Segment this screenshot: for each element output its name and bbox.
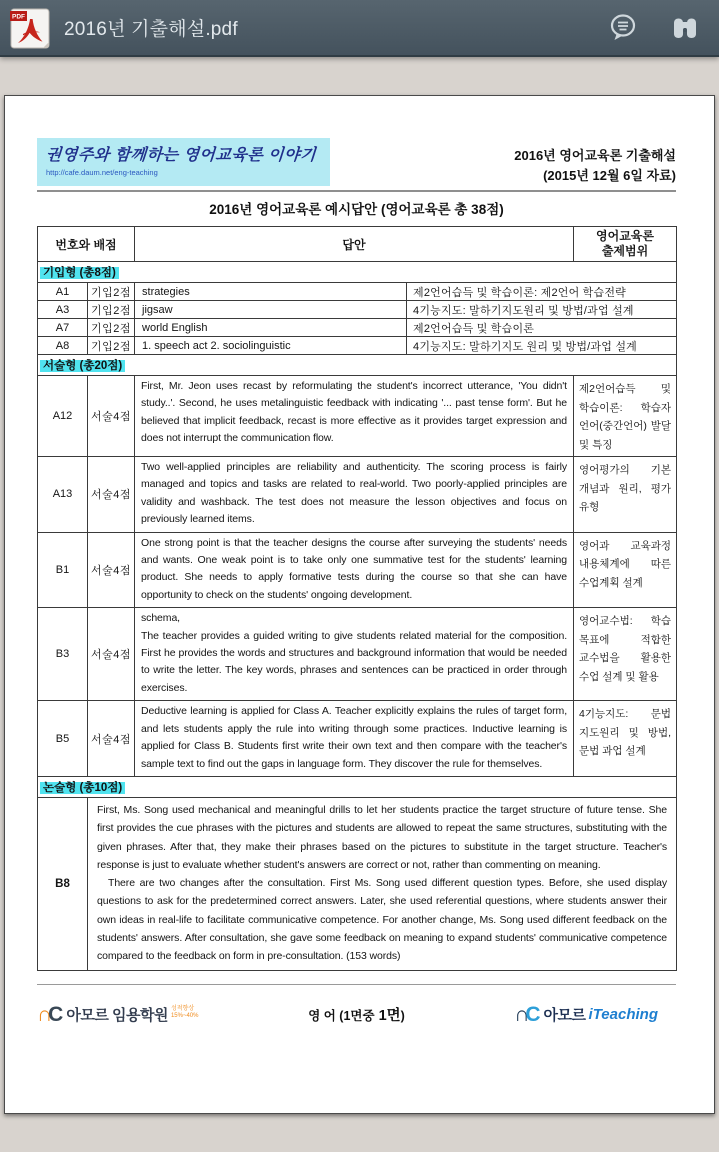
iteaching-brand-label: iTeaching	[588, 1006, 658, 1024]
col-header-answer: 답안	[135, 227, 574, 262]
item-scope: 제2언어습득 및 학습이론: 제2언어 학습전략	[407, 283, 677, 301]
item-answer	[88, 797, 677, 970]
page-footer	[37, 984, 676, 1036]
item-number: A12	[38, 376, 88, 457]
footer-divider	[37, 984, 676, 985]
long-answer-paragraph-1: First, Ms. Song used mechanical and meaningful drills to let her students practice the target structure of future tense. She first provides the cue phrases with the pictures and students are allowed to repeat the same structures, substituting with the given phrases. After that, they make their phrases based on the pictures to substitute in the target structure. Teacher's response is just to evaluate whether student's answers are correct or not, rather than commenting on meaning.	[97, 803, 668, 871]
table-row	[38, 337, 677, 355]
item-answer-line1: schema,	[141, 612, 180, 625]
cafe-logo-box	[37, 138, 330, 186]
header-right-note	[514, 146, 676, 186]
item-answer: strategies	[135, 283, 407, 301]
amore-academy-subtext: 성적향상 15%~40%	[170, 1005, 199, 1019]
item-points: 서술4점	[88, 376, 135, 457]
table-row	[38, 608, 677, 701]
item-points: 기입2점	[88, 301, 135, 319]
item-points: 기입2점	[88, 319, 135, 337]
iteaching-label: 아모르	[543, 1007, 586, 1025]
comment-bubble-icon[interactable]	[605, 10, 641, 46]
item-answer: 1. speech act 2. sociolinguistic	[135, 337, 407, 355]
table-row	[38, 319, 677, 337]
item-scope: 영어과 교육과정 내용체계에 따른 수업계획 설계	[574, 532, 677, 608]
section-row-fill	[38, 262, 677, 283]
item-scope: 제2언어습득 및 학습이론	[407, 319, 677, 337]
item-scope: 제2언어습득 및 학습이론: 학습자 언어(중간언어) 발달 및 특징	[574, 376, 677, 457]
item-points: 서술4점	[88, 701, 135, 777]
section-row-essay	[38, 355, 677, 376]
item-answer: Two well-applied principles are reliability and authenticity. The scoring process is fairly managed and topics and tasks are related to real-world. Two poorly-applied principles are validity and washback. The test does not measure the lesson objectives and focus on previously learned items.	[135, 457, 574, 533]
item-answer: One strong point is that the teacher designs the course after surveying the students' needs and wants. One weak point is to take only one summative test for the students' learning product. She needs to apply formative tests during the course so that she can have opportunity to check on the students' ongoing development.	[135, 532, 574, 608]
table-row	[38, 797, 677, 970]
page-title: 2016년 영어교육론 예시답안 (영어교육론 총 38점)	[209, 202, 504, 217]
header-right-line2: (2015년 12월 6일 자료)	[543, 168, 676, 183]
section-label: 논술형 (총10점)	[40, 782, 125, 794]
item-scope: 영어교수법: 학습 목표에 적합한 교수법을 활용한 수업 설계 및 활용	[574, 608, 677, 701]
table-row	[38, 701, 677, 777]
table-header-row	[38, 227, 677, 262]
pdf-page[interactable]	[4, 95, 715, 1114]
item-points: 기입2점	[88, 337, 135, 355]
item-points: 서술4점	[88, 608, 135, 701]
item-number: B8	[38, 797, 88, 970]
answers-table	[37, 226, 677, 971]
long-answer-paragraph-2: There are two changes after the consultation. First Ms. Song used different question types. Before, she used display questions to ask for the predetermined correct answers. Later, she used referential questions, where students answer their own ideas in real-life to facilitate communicative competence. For another change, Ms. Song used different feedback on the students' answers. After consultation, she gave some feedback on meaning to expand students' communicative competence compared to the feedback on form in pre-consultation. (153 words)	[97, 877, 668, 963]
table-row	[38, 283, 677, 301]
search-binoculars-icon[interactable]	[667, 10, 703, 46]
item-scope: 4기능지도: 말하기지도원리 및 방법/과업 설계	[407, 301, 677, 319]
table-row	[38, 532, 677, 608]
item-number: B1	[38, 532, 88, 608]
item-number: B3	[38, 608, 88, 701]
cafe-logo-url: http://cafe.daum.net/eng-teaching	[46, 168, 158, 177]
section-label: 서술형 (총20점)	[40, 360, 125, 372]
pdf-file-icon	[10, 7, 50, 49]
item-answer: jigsaw	[135, 301, 407, 319]
item-scope: 영어평가의 기본 개념과 원리, 평가 유형	[574, 457, 677, 533]
app-bar	[0, 0, 719, 57]
header-divider	[37, 190, 676, 192]
item-answer: world English	[135, 319, 407, 337]
item-number: A13	[38, 457, 88, 533]
amore-academy-label: 아모르 임용학원	[66, 1007, 168, 1025]
header-right-line1: 2016년 영어교육론 기출해설	[514, 148, 676, 163]
item-points: 기입2점	[88, 283, 135, 301]
item-answer: Deductive learning is applied for Class A. Teacher explicitly explains the rules of target form, and lets students apply the rule into writing through some practices. Inductive learning is applied for Class B. Students first write their own text and then compare with the teacher's sample text to find out the gaps in language form. They discover the rule for themselves.	[135, 701, 574, 777]
item-points: 서술4점	[88, 457, 135, 533]
item-number: A8	[38, 337, 88, 355]
appbar-actions	[605, 10, 703, 46]
item-number: A1	[38, 283, 88, 301]
document-title: 2016년 기출해설.pdf	[64, 19, 238, 40]
item-answer: First, Mr. Jeon uses recast by reformulating the student's incorrect utterance, 'You didn't study..'. Second, he uses metalinguistic feedback with indicating '... past tense form'. But he believed that implicit feedback, recast is more effective as it provides target expression and does not interrupt the communication flow.	[135, 376, 574, 457]
document-header	[37, 138, 676, 186]
item-number: A3	[38, 301, 88, 319]
table-row	[38, 457, 677, 533]
cafe-logo-title: 권영주와 함께하는 영어교육론 이야기	[45, 147, 317, 164]
section-label: 기입형 (총8점)	[40, 267, 119, 279]
item-points: 서술4점	[88, 532, 135, 608]
item-answer-body: The teacher provides a guided writing to give students related material for the composition. First he provides the words and structures and background information that would be needed to write the letter. The key words, phrases and sentences can be practiced in order through exercises.	[141, 629, 568, 694]
svg-text:PDF: PDF	[12, 13, 25, 20]
page-number-label: 영 어 (1면중 1면)	[308, 1008, 405, 1025]
section-row-long	[38, 776, 677, 797]
item-answer	[135, 608, 574, 701]
col-header-scope: 영어교육론 출제범위	[574, 227, 677, 262]
item-number: A7	[38, 319, 88, 337]
amore-mark-icon: ∩C	[37, 1002, 60, 1026]
iteaching-mark-icon: ∩C	[514, 1002, 537, 1026]
item-scope: 4기능지도: 문법 지도원리 및 방법, 문법 과업 설계	[574, 701, 677, 777]
item-number: B5	[38, 701, 88, 777]
table-row	[38, 376, 677, 457]
table-row	[38, 301, 677, 319]
item-scope: 4기능지도: 말하기지도 원리 및 방법/과업 설계	[407, 337, 677, 355]
col-header-number: 번호와 배점	[38, 227, 135, 262]
